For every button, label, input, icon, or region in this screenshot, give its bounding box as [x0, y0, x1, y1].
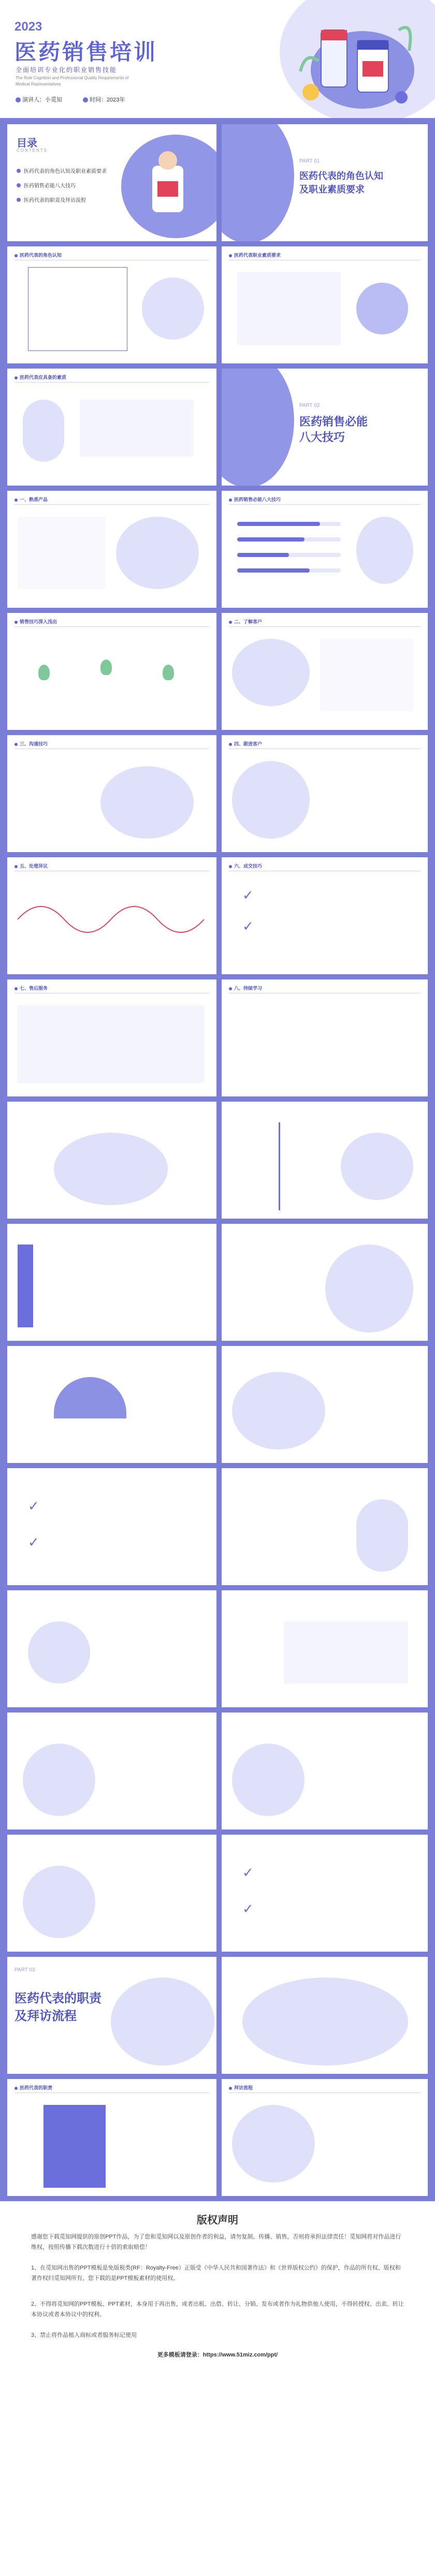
copyright-footer-space	[0, 2367, 435, 2576]
part1-title-line1: 医药代表的角色认知	[299, 171, 383, 181]
toc-item-3	[17, 196, 86, 203]
slide-title: 一、熟悉产品	[15, 496, 48, 503]
part1-title-line2: 及职业素质要求	[299, 184, 365, 195]
part1-bg-blob	[222, 124, 294, 241]
copyright-p4: 3、禁止将作品植入商标或者服务标记使用	[31, 2332, 137, 2338]
slide-title: 销售技巧深入浅出	[15, 618, 57, 625]
check-icon: ✓	[242, 918, 254, 934]
slide-title: 五、处理异议	[15, 862, 48, 869]
list-slide	[222, 979, 428, 1096]
doctor-slide	[222, 1468, 428, 1585]
skill1-slide	[7, 491, 216, 608]
copyright-link[interactable]: 更多模板请登录：https://www.51miz.com/ppt/	[157, 2352, 278, 2358]
duty-panel	[44, 2105, 106, 2188]
copyright-slide	[0, 2201, 435, 2576]
check-icon: ✓	[242, 1901, 254, 1916]
cover-speaker-text: 演讲人：小觅知	[22, 97, 63, 103]
part2-title-line2: 八大技巧	[299, 431, 345, 444]
copyright-p3: 2、不得将觅知网的PPT模板、PPT素材，本身用于再出售，或者出租、出借、转让、分销、发布或者作为礼物供他人使用，不得转授权、出卖、转让本协议或者本协议中的权利。	[31, 2301, 404, 2318]
doctors-illustration	[242, 1978, 408, 2066]
medicine-bottles-icon	[290, 9, 425, 113]
qualities-textbox	[80, 400, 194, 457]
role-slide	[7, 246, 216, 363]
slide-title: 医药销售必能八大技巧	[229, 496, 281, 503]
part3-slide	[7, 1957, 216, 2074]
skills-overview-slide	[222, 491, 428, 608]
progress-bar	[237, 553, 341, 557]
table-slide	[7, 979, 216, 1096]
wave-diagram	[18, 894, 204, 945]
progress-bar	[237, 537, 341, 541]
part3-title-line2: 及拜访流程	[15, 2009, 77, 2023]
skill4-slide	[222, 735, 428, 852]
check-icon: ✓	[242, 887, 254, 903]
slide-title: 八、持续学习	[229, 985, 262, 991]
skill3-slide	[7, 735, 216, 852]
user-icon	[16, 97, 21, 103]
cover-subtitle: 全面培训专业化的职业销售技能	[16, 66, 118, 74]
progress-bar	[237, 568, 341, 573]
tree-icon	[100, 660, 112, 675]
copyright-p2: 1、在觅知网出售的PPT模板是免版税类(RF：Royalty-Free）正版受《中华人民共和国著作法》和《世界版权公约》的保护，作品的所有权、版权和著作权归觅知网所有，您下载的是PPT模板素材的使用权。	[31, 2265, 401, 2281]
skill2-slide	[222, 613, 428, 730]
pillar-bar	[18, 1245, 33, 1327]
slide-title: 四、跟进客户	[229, 740, 262, 747]
slide-title: 七、售后服务	[15, 985, 48, 991]
slide-title: 医药代表的职责	[15, 2084, 52, 2091]
decor-blob	[116, 517, 199, 589]
info-table	[18, 1005, 204, 1083]
cover-title: 医药销售培训	[15, 40, 158, 64]
slide-title: 医药代表职业素质要求	[229, 252, 281, 258]
visit-slide	[222, 2079, 428, 2196]
decor-blob	[325, 1245, 413, 1333]
part2-label: PART 02	[299, 403, 320, 408]
phone-illustration	[23, 1866, 95, 1938]
care-slide	[222, 1713, 428, 1829]
slide-title: 医药代表应具备的素质	[15, 374, 66, 380]
care-illustration	[232, 1744, 304, 1816]
skill-detail-slide	[7, 613, 216, 730]
decor-blob	[142, 277, 204, 340]
requirements-textbox	[237, 272, 341, 345]
skill2-textbox	[320, 639, 413, 711]
cover-year: 2023	[15, 20, 42, 34]
lab-illustration	[100, 766, 194, 839]
qualities-slide	[7, 369, 216, 486]
toc-item-2	[17, 181, 76, 189]
decor-blob	[341, 1133, 413, 1200]
slide-title: 三、沟通技巧	[15, 740, 48, 747]
checklist-slide-3	[222, 1835, 428, 1952]
timeline-slide	[222, 1102, 428, 1219]
toc-slide	[7, 124, 216, 241]
tree-icon	[38, 665, 50, 680]
toc-item-3-label: 医药代表的职责及拜访流程	[24, 198, 86, 203]
info-textbox	[284, 1621, 408, 1684]
medicine-illustration	[232, 761, 310, 839]
umbrella-icon	[54, 1377, 126, 1418]
pills-icon	[28, 1621, 90, 1684]
copyright-p1: 感谢您下载觅知网提供的原创PPT作品，为了您和觅知网以及原创作者的利益，请勿复制、传播、销售，否则将承担法律责任！觅知网将对作品进行维权，按照传播下载次数进行十倍的索取赔偿！	[31, 2234, 401, 2250]
check-icon: ✓	[28, 1498, 39, 1514]
toc-item-2-label: 医药销售必能八大技巧	[24, 183, 76, 189]
toc-subtitle: CONTENTS	[17, 148, 48, 153]
part2-bg-blob	[222, 369, 294, 486]
check-icon: ✓	[242, 1865, 254, 1880]
slide-title: 拜访流程	[229, 2084, 253, 2091]
textbox-slide	[222, 1590, 428, 1707]
timeline-line	[279, 1122, 280, 1210]
decor-blob	[232, 2105, 315, 2183]
toc-title: 目录	[17, 138, 37, 149]
decor-blob	[356, 517, 413, 584]
part3-label: PART 03	[15, 1967, 35, 1973]
slide-title: 二、了解客户	[229, 618, 262, 625]
hospital-slide	[222, 1346, 428, 1463]
decor-blob	[54, 1133, 168, 1205]
check-icon: ✓	[28, 1534, 39, 1550]
checklist-slide	[222, 857, 428, 974]
cover-time	[83, 95, 125, 104]
umbrella-slide	[7, 1346, 216, 1463]
skill1-textbox	[18, 517, 106, 589]
cover-slide	[0, 0, 435, 118]
decor-blob	[111, 1978, 214, 2066]
illustration-slide-1	[7, 1102, 216, 1219]
cover-en-line1: The Role Cognition and Professional Quality Requirements of	[16, 76, 129, 80]
wave-slide	[7, 857, 216, 974]
requirements-slide	[222, 246, 428, 363]
toc-item-1	[17, 167, 107, 174]
tree-icon	[163, 665, 174, 680]
pills-illustration	[232, 639, 310, 706]
cover-en-line2: Medical Representatives	[16, 82, 61, 86]
hospital-illustration	[232, 1372, 325, 1450]
slide-title: 医药代表的角色认知	[15, 252, 62, 258]
pills-slide	[7, 1590, 216, 1707]
doctor-icon	[356, 1499, 408, 1572]
cover-time-text: 时间：2023年	[90, 97, 125, 103]
toc-item-1-label: 医药代表的角色认知及职业素质要求	[24, 169, 107, 174]
decor-blob	[356, 283, 408, 334]
phone-slide	[7, 1835, 216, 1952]
person-icon	[23, 400, 64, 462]
doctors-slide	[222, 1957, 428, 2074]
cover-speaker	[16, 95, 62, 104]
bullet-icon	[17, 198, 21, 202]
copyright-title: 版权声明	[197, 2215, 238, 2226]
part2-slide	[222, 369, 428, 486]
slide-title: 六、成交技巧	[229, 862, 262, 869]
clock-icon	[83, 97, 88, 103]
part2-title-line1: 医药销售必能	[299, 415, 368, 428]
progress-bar	[237, 522, 341, 526]
duty-slide	[7, 2079, 216, 2196]
role-textbox	[28, 267, 127, 351]
medical-icons-slide	[222, 1224, 428, 1341]
bullet-icon	[17, 169, 21, 173]
family-illustration	[23, 1744, 95, 1816]
family-slide	[7, 1713, 216, 1829]
checklist-slide-2	[7, 1468, 216, 1585]
part1-label: PART 01	[299, 158, 320, 164]
pillar-slide	[7, 1224, 216, 1341]
part1-slide	[222, 124, 428, 241]
bullet-icon	[17, 183, 21, 187]
doctor-illustration-icon	[137, 145, 209, 228]
part3-title-line1: 医药代表的职责	[15, 1992, 102, 2006]
